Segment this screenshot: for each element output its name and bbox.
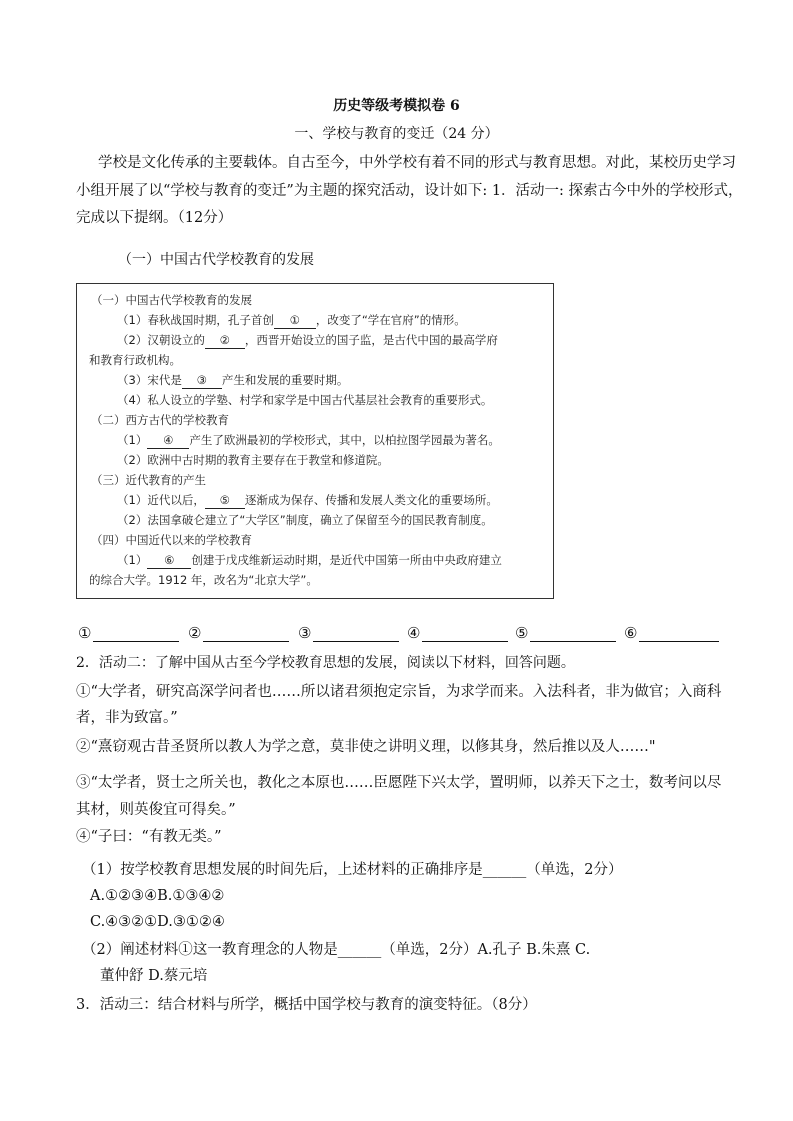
box-line: （四）中国近代以来的学校教育 — [91, 533, 252, 547]
box-line: （1） ④ 产生了欧洲最初的学校形式，其中，以柏拉图学园最为著名。 — [117, 433, 500, 447]
answer-blank-2[interactable] — [203, 625, 289, 642]
blank-4: ④ — [147, 432, 189, 449]
box-line: （1） ⑥ 创建于戊戌维新运动时期，是近代中国第一所由中央政府建立 — [117, 553, 502, 567]
box-line: 和教育行政机构。 — [89, 353, 181, 367]
box-line: （1）近代以后， ⑤ 逐渐成为保存、传播和发展人类文化的重要场所。 — [117, 493, 498, 507]
answer-slot-6[interactable]: ⑥ — [624, 624, 719, 642]
question-1-options-ab: A.①②③④B.①③④② — [90, 888, 225, 904]
outline-heading: （一）中国古代学校教育的发展 — [118, 252, 314, 268]
box-line: （3）宋代是 ③ 产生和发展的重要时期。 — [117, 373, 349, 387]
box-line: （4）私人设立的学塾、村学和家学是中国古代基层社会教育的重要形式。 — [117, 393, 493, 407]
section-heading: 一、学校与教育的变迁（24 分） — [294, 126, 499, 142]
material-2: ②“熹窃观古昔圣贤所以教人为学之意，莫非使之讲明义理，以修其身，然后推以及人……" — [76, 739, 656, 755]
box-line: （三）近代教育的产生 — [91, 473, 206, 487]
answer-blank-4[interactable] — [422, 625, 508, 642]
box-line: （一）中国古代学校教育的发展 — [91, 293, 252, 307]
material-1-line-1: ①“大学者，研究高深学问者也……所以诸君须抱定宗旨，为求学而来。入法科者，非为做官；入商科 — [76, 684, 722, 700]
intro-line-1: 学校是文化传承的主要载体。自古至今，中外学校有着不同的形式与教育思想。对此，某校历史学习 — [98, 155, 736, 171]
blank-6: ⑥ — [147, 552, 191, 569]
question-1-options-cd: C.④③②①D.③①②④ — [90, 914, 225, 930]
box-line: （2）汉朝设立的 ② ，西晋开始设立的国子监，是古代中国的最高学府 — [117, 333, 498, 347]
material-3-line-2: 其材，则英俊宜可得矣。” — [76, 802, 236, 818]
outline-box — [76, 283, 554, 599]
answer-slot-2[interactable]: ② — [188, 624, 289, 642]
material-1-line-2: 者，非为致富。” — [76, 710, 178, 726]
answer-slot-5[interactable]: ⑤ — [515, 624, 616, 642]
answer-blank-3[interactable] — [313, 625, 399, 642]
page-title: 历史等级考模拟卷 6 — [333, 98, 460, 114]
activity3-heading: 3．活动三：结合材料与所学，概括中国学校与教育的演变特征。（8分） — [76, 997, 537, 1013]
material-3-line-1: ③“太学者，贤士之所关也，教化之本原也……臣愿陛下兴太学，置明师，以养天下之士，数考问以尽 — [76, 775, 722, 791]
question-1: （1）按学校教育思想发展的时间先后，上述材料的正确排序是______（单选，2分） — [82, 862, 623, 878]
box-line: （1）春秋战国时期，孔子首创 ① ，改变了“学在官府”的情形。 — [117, 313, 466, 327]
answer-blank-1[interactable] — [93, 625, 179, 642]
question-2-continued: 董仲舒 D.蔡元培 — [100, 968, 208, 984]
activity2-heading: 2．活动二：了解中国从古至今学校教育思想的发展，阅读以下材料，回答问题。 — [76, 655, 575, 671]
answer-slot-4[interactable]: ④ — [407, 624, 508, 642]
intro-line-2: 小组开展了以“学校与教育的变迁”为主题的探究活动，设计如下: 1．活动一: 探索古今中外的学校形式， — [76, 183, 743, 199]
box-line: （2）欧洲中古时期的教育主要存在于教堂和修道院。 — [117, 453, 389, 467]
blank-3: ③ — [182, 372, 222, 389]
box-line: （2）法国拿破仑建立了“大学区”制度，确立了保留至今的国民教育制度。 — [117, 513, 493, 527]
question-2: （2）阐述材料①这一教育理念的人物是______（单选，2分）A.孔子 B.朱熹 C. — [82, 942, 591, 958]
answer-slot-3[interactable]: ③ — [298, 624, 399, 642]
blank-1: ① — [274, 312, 316, 329]
box-line: （二）西方古代的学校教育 — [91, 413, 229, 427]
answer-blank-5[interactable] — [530, 625, 616, 642]
answer-blank-6[interactable] — [639, 625, 719, 642]
box-line: 的综合大学。1912 年，改名为“北京大学”。 — [89, 573, 318, 587]
blank-5: ⑤ — [205, 492, 245, 509]
answer-slot-1[interactable]: ① — [78, 624, 179, 642]
material-4: ④“子曰：“有教无类。” — [76, 829, 222, 845]
intro-line-3: 完成以下提纲。（12分） — [76, 210, 233, 226]
blank-2: ② — [205, 332, 245, 349]
